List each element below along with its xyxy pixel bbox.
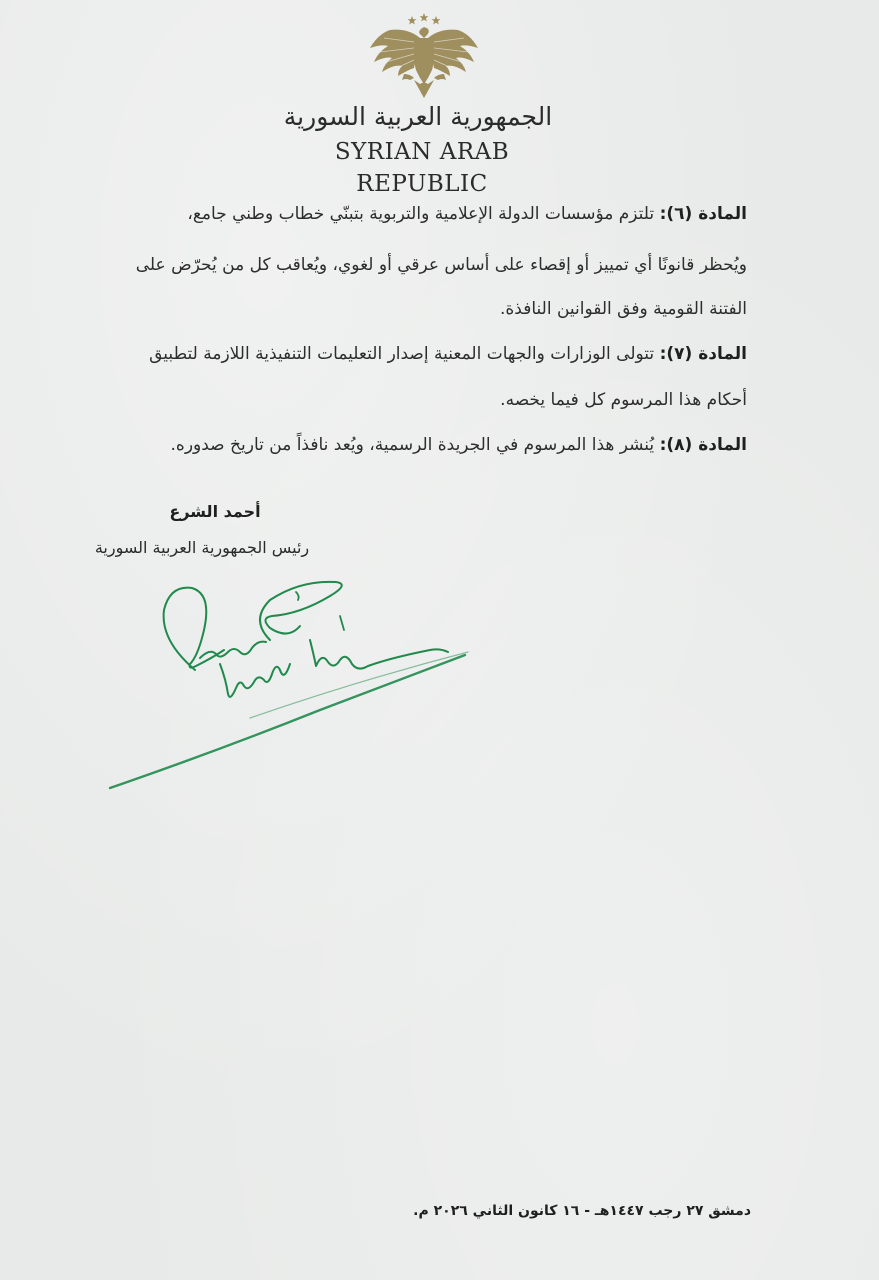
article-6-text: تلتزم مؤسسات الدولة الإعلامية والتربوية بتبنّي خطاب وطني جامع، <box>187 204 655 224</box>
article-6-line-1 <box>87 203 747 225</box>
country-name-english: SYRIAN ARAB REPUBLIC <box>334 139 510 197</box>
handwritten-signature-icon <box>100 570 480 800</box>
article-6-label: المادة (٦): <box>659 204 747 224</box>
article-7-line-1 <box>87 343 747 365</box>
country-name-arabic: الجمهورية العربية السورية <box>283 102 553 131</box>
article-7-text: تتولى الوزارات والجهات المعنية إصدار التعليمات التنفيذية اللازمة لتطبيق <box>149 344 655 364</box>
article-7-line-2: أحكام هذا المرسوم كل فيما يخصه. <box>500 390 747 410</box>
article-6-line-3: الفتنة القومية وفق القوانين النافذة. <box>499 299 747 319</box>
article-8-label: المادة (٨): <box>659 435 747 455</box>
issue-date-place: دمشق ٢٧ رجب ١٤٤٧هـ - ١٦ كانون الثاني ٢٠٢٦ م. <box>413 1203 751 1219</box>
article-8-text: يُنشر هذا المرسوم في الجريدة الرسمية، ويُعد نافذاً من تاريخ صدوره. <box>170 435 655 455</box>
signer-title: رئيس الجمهورية العربية السورية <box>94 538 310 557</box>
article-6-line-2: ويُحظر قانونًا أي تمييز أو إقصاء على أساس عرقي أو لغوي، ويُعاقب كل من يُحرّض على <box>135 255 747 275</box>
eagle-emblem-icon <box>368 12 480 98</box>
article-7-label: المادة (٧): <box>659 344 747 364</box>
article-8-line-1 <box>87 434 747 456</box>
signer-name: أحمد الشرع <box>169 502 261 521</box>
